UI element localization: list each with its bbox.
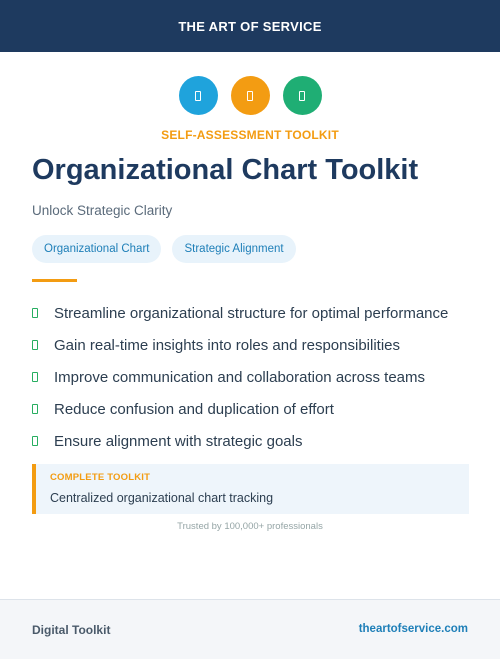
benefit-text: Streamline organizational structure for optimal performance (54, 304, 449, 322)
page-title: Organizational Chart Toolkit (32, 154, 419, 186)
page-subtitle: Unlock Strategic Clarity (32, 203, 173, 218)
website-link[interactable]: theartofservice.com (358, 623, 468, 635)
check-icon (32, 308, 38, 318)
tag-strategic-alignment[interactable]: Strategic Alignment (172, 235, 295, 263)
header-bar (0, 0, 500, 52)
footer-bar (0, 599, 500, 659)
kicker-label: SELF-ASSESSMENT TOOLKIT (161, 128, 339, 142)
toolkit-callout (32, 464, 469, 514)
benefit-text: Gain real-time insights into roles and responsibilities (54, 336, 400, 354)
check-icon (32, 372, 38, 382)
benefit-list (32, 297, 472, 457)
blue-icon (179, 76, 218, 115)
callout-text: Centralized organizational chart tracking (50, 491, 274, 505)
list-item (32, 329, 472, 361)
list-item (32, 425, 472, 457)
tag-list (32, 235, 296, 263)
list-item (32, 361, 472, 393)
check-icon (32, 436, 38, 446)
tag-organizational-chart[interactable]: Organizational Chart (32, 235, 161, 263)
accent-divider (32, 279, 77, 282)
trust-note: Trusted by 100,000+ professionals (177, 521, 323, 532)
footer-label: Digital Toolkit (32, 623, 111, 637)
callout-label: COMPLETE TOOLKIT (50, 472, 151, 483)
benefit-text: Improve communication and collaboration across teams (54, 368, 426, 386)
benefit-text: Reduce confusion and duplication of effort (54, 400, 334, 418)
check-icon (32, 340, 38, 350)
list-item (32, 297, 472, 329)
list-item (32, 393, 472, 425)
orange-icon (231, 76, 270, 115)
brand-title: THE ART OF SERVICE (178, 18, 322, 34)
benefit-text: Ensure alignment with strategic goals (54, 432, 303, 450)
icon-row (0, 76, 500, 115)
check-icon (32, 404, 38, 414)
green-icon (283, 76, 322, 115)
